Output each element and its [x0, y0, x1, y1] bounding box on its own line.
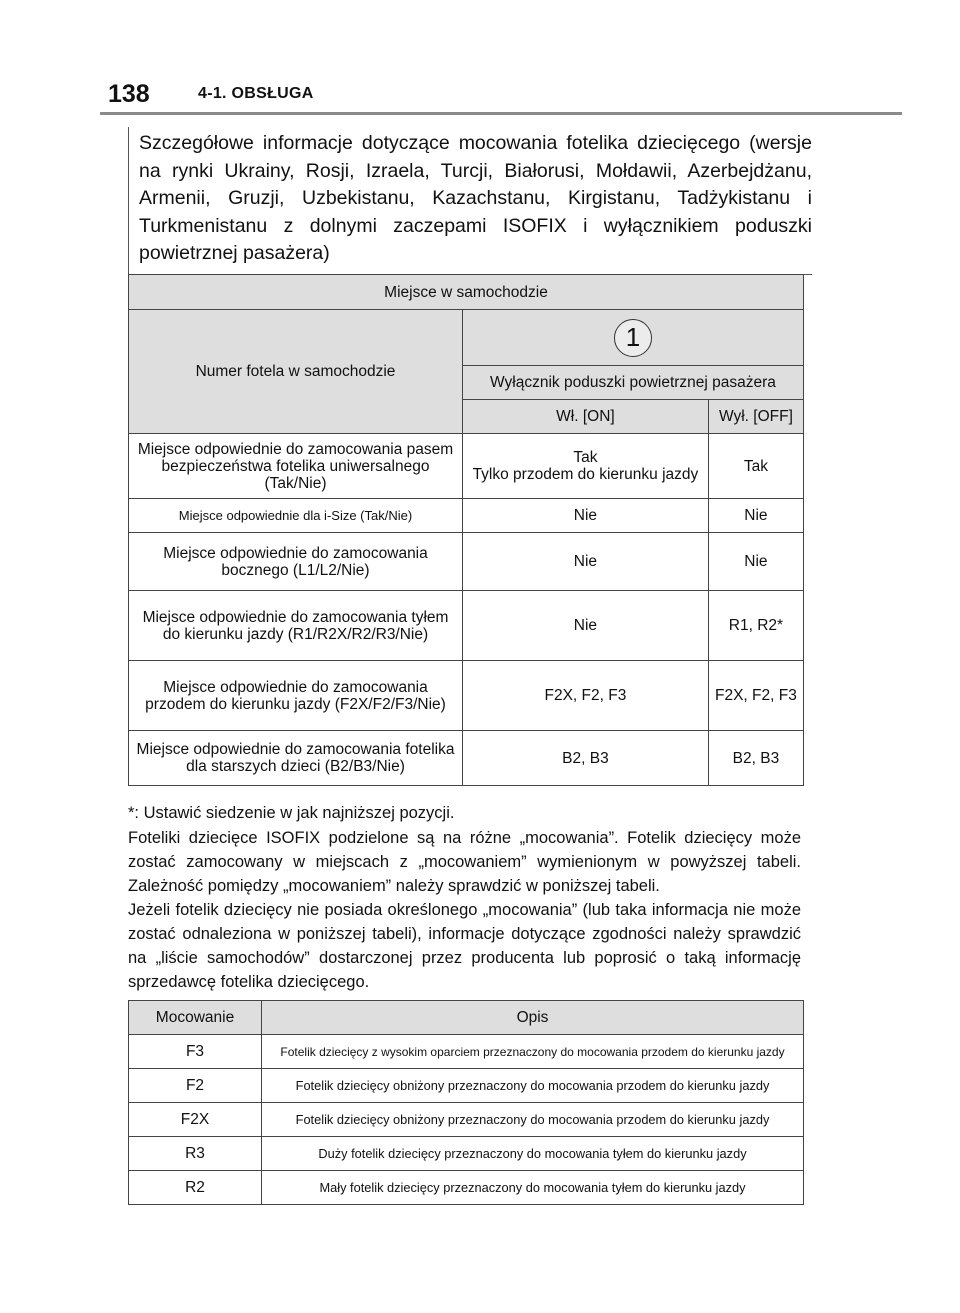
- mount-description: Fotelik dziecięcy z wysokim oparciem przeznaczony do mocowania przodem do kierunku jazdy: [262, 1035, 804, 1069]
- row-label: Miejsce odpowiednie do zamocowania przodem do kierunku jazdy (F2X/F2/F3/Nie): [129, 661, 463, 731]
- on-value-line1: Tak: [573, 449, 598, 466]
- table-row: [129, 591, 804, 661]
- off-value: Nie: [708, 499, 803, 533]
- on-value: [463, 434, 709, 499]
- off-value: B2, B3: [708, 731, 803, 786]
- seat-icon-cell: [463, 310, 804, 366]
- description-column-header: Opis: [262, 1001, 804, 1035]
- mount-code: R2: [129, 1171, 262, 1205]
- on-value: F2X, F2, F3: [463, 661, 709, 731]
- on-value: B2, B3: [463, 731, 709, 786]
- off-value: F2X, F2, F3: [708, 661, 803, 731]
- off-value: Tak: [708, 434, 803, 499]
- row-label: Miejsce odpowiednie do zamocowania pasem bezpieczeństwa fotelika uniwersalnego (Tak/Nie): [129, 434, 463, 499]
- mount-description: Duży fotelik dziecięcy przeznaczony do mocowania tyłem do kierunku jazdy: [262, 1137, 804, 1171]
- table-row: [129, 661, 804, 731]
- mounting-description-table: [128, 1000, 804, 1205]
- table-row: [129, 533, 804, 591]
- mount-code: F2X: [129, 1103, 262, 1137]
- page-number: 138: [108, 80, 150, 108]
- on-value: Nie: [463, 533, 709, 591]
- row-label: Miejsce odpowiednie dla i-Size (Tak/Nie): [129, 499, 463, 533]
- off-value: R1, R2*: [708, 591, 803, 661]
- table-row: [129, 1069, 804, 1103]
- mount-description: Fotelik dziecięcy obniżony przeznaczony do mocowania przodem do kierunku jazdy: [262, 1103, 804, 1137]
- mount-code: F3: [129, 1035, 262, 1069]
- row-label: Miejsce odpowiednie do zamocowania fotelika dla starszych dzieci (B2/B3/Nie): [129, 731, 463, 786]
- mount-code: R3: [129, 1137, 262, 1171]
- body-text: [128, 826, 801, 994]
- table-row: [129, 499, 804, 533]
- table-row: [129, 1137, 804, 1171]
- table-row: [129, 1103, 804, 1137]
- on-value: Nie: [463, 591, 709, 661]
- mount-code: F2: [129, 1069, 262, 1103]
- seat-number-1-icon: 1: [614, 319, 652, 357]
- mount-column-header: Mocowanie: [129, 1001, 262, 1035]
- paragraph-compatibility: Jeżeli fotelik dziecięcy nie posiada określonego „mocowania” (lub taka informacja nie może zostać odnaleziona w poniższej tabeli), informacje dotyczące zgodności należy sprawdzić na „liście samochodów” dostarczonej przez producenta lub poprosić o taką informację sprzedawcę fotelika dziecięcego.: [128, 901, 801, 991]
- seat-suitability-table: [128, 274, 804, 786]
- on-value: Nie: [463, 499, 709, 533]
- mount-description: Fotelik dziecięcy obniżony przeznaczony do mocowania przodem do kierunku jazdy: [262, 1069, 804, 1103]
- table-row: [129, 1035, 804, 1069]
- row-label: Miejsce odpowiednie do zamocowania bocznego (L1/L2/Nie): [129, 533, 463, 591]
- airbag-on-header: Wł. [ON]: [463, 400, 709, 434]
- airbag-switch-label: Wyłącznik poduszki powietrznej pasażera: [463, 366, 804, 400]
- section-heading: Szczegółowe informacje dotyczące mocowania fotelika dziecięcego (wersje na rynki Ukrainy, Rosji, Izraela, Turcji, Białorusi, Mołdawii, Azerbejdżanu, Armenii, Gruzji, Uzbekistanu, Kazachstanu, Kirgistanu, Tadżykistanu i Turkmenistanu z dolnymi zaczepami ISOFIX i wyłącznikiem poduszki powietrznej pasażera): [128, 127, 812, 275]
- header-divider: [100, 112, 902, 115]
- table-row: [129, 1171, 804, 1205]
- mount-description: Mały fotelik dziecięcy przeznaczony do mocowania tyłem do kierunku jazdy: [262, 1171, 804, 1205]
- table-row: [129, 434, 804, 499]
- off-value: Nie: [708, 533, 803, 591]
- table-row: [129, 731, 804, 786]
- section-title: 4-1. OBSŁUGA: [198, 85, 314, 102]
- seat-number-label: Numer fotela w samochodzie: [129, 310, 463, 434]
- footnote: *: Ustawić siedzenie w jak najniższej pozycji.: [128, 804, 455, 822]
- airbag-off-header: Wył. [OFF]: [708, 400, 803, 434]
- table-title: Miejsce w samochodzie: [129, 275, 804, 310]
- row-label: Miejsce odpowiednie do zamocowania tyłem do kierunku jazdy (R1/R2X/R2/R3/Nie): [129, 591, 463, 661]
- paragraph-mountings: Foteliki dziecięce ISOFIX podzielone są na różne „mocowania”. Fotelik dziecięcy może zostać zamocowany w miejscach z „mocowaniem” wymienionym w powyższej tabeli. Zależność pomiędzy „mocowaniem” należy sprawdzić w poniższej tabeli.: [128, 829, 801, 895]
- on-value-line2: Tylko przodem do kierunku jazdy: [472, 466, 699, 483]
